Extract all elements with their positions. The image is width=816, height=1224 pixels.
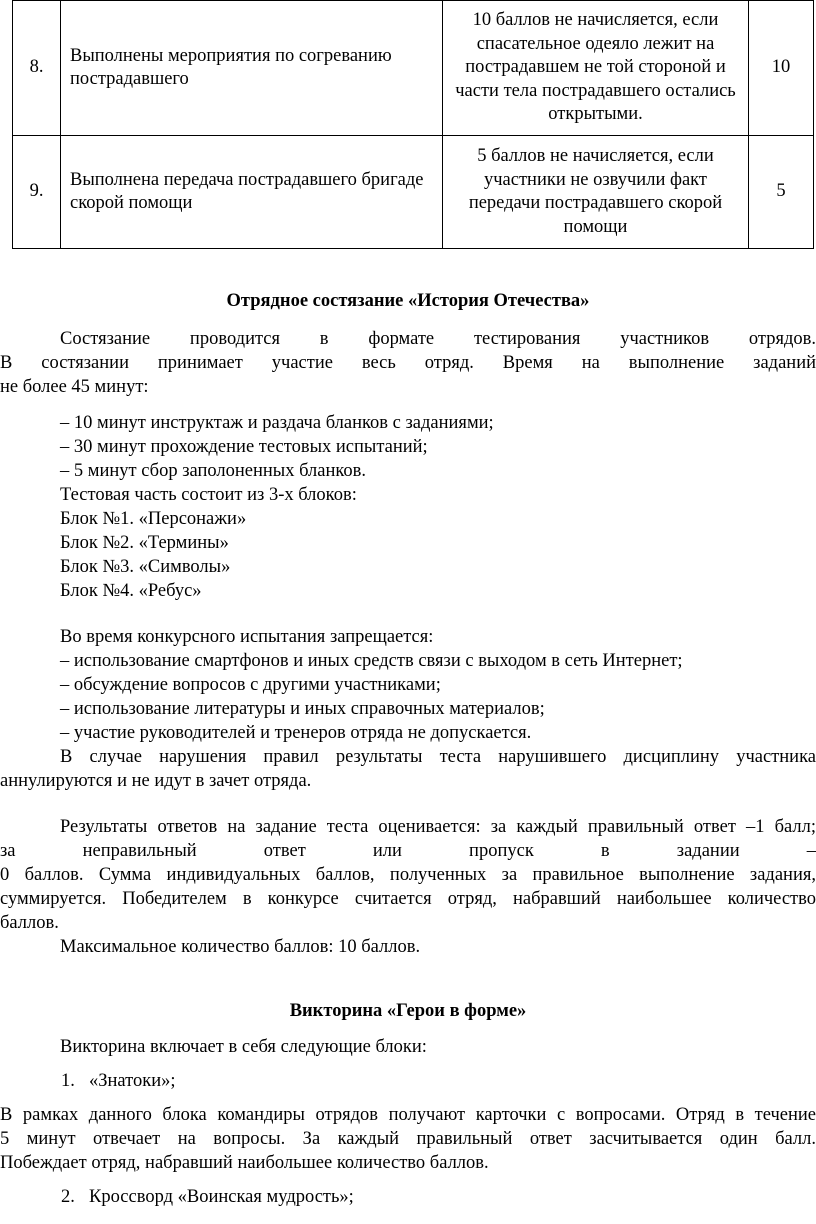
row-number: 8. — [13, 1, 61, 136]
quiz-desc-line: В рамках данного блока командиры отрядов получают карточки с вопросами. Отряд в течение — [0, 1105, 816, 1125]
row-description: Выполнены мероприятия по согреванию пострадавшего — [61, 1, 443, 136]
scoring-line: за неправильный ответ или пропуск в задании – — [0, 841, 816, 861]
quiz-item-label: Кроссворд «Воинская мудрость»; — [89, 1187, 354, 1207]
quiz-item — [61, 1070, 176, 1094]
section-title: Отрядное состязание «История Отечества» — [226, 291, 590, 311]
quiz-item — [61, 1186, 354, 1210]
violation-line: В случае нарушения правил результаты теста нарушившего дисциплину участника — [60, 747, 816, 767]
quiz-desc-line: 5 минут отвечает на вопросы. За каждый правильный ответ засчитывается один балл. — [0, 1129, 816, 1149]
table-row — [13, 136, 814, 249]
intro-line: Состязание проводится в формате тестирования участников отрядов. — [60, 329, 816, 349]
quiz-desc-line: Побеждает отряд, набравший наибольшее количество баллов. — [0, 1153, 489, 1173]
intro-line: В состязании принимает участие весь отряд. Время на выполнение заданий — [0, 353, 816, 373]
row-points: 5 — [749, 136, 814, 249]
row-description: Выполнена передача пострадавшего бригаде скорой помощи — [61, 136, 443, 249]
timing-item: – 5 минут сбор заполоненных бланков. — [60, 461, 367, 481]
prohibited-item: – обсуждение вопросов с другими участниками; — [60, 675, 441, 695]
prohibited-item: – участие руководителей и тренеров отряда не допускается. — [60, 723, 532, 743]
quiz-item-number: 1. — [61, 1071, 75, 1091]
table-row — [13, 1, 814, 136]
section-title: Викторина «Герои в форме» — [289, 1001, 527, 1021]
criteria-table — [12, 0, 814, 249]
prohibited-item: – использование литературы и иных справочных материалов; — [60, 699, 545, 719]
quiz-intro: Викторина включает в себя следующие блоки: — [60, 1037, 427, 1057]
max-points: Максимальное количество баллов: 10 баллов. — [60, 937, 421, 957]
quiz-item-number: 2. — [61, 1187, 75, 1207]
blocks-intro: Тестовая часть состоит из 3-х блоков: — [60, 485, 357, 505]
scoring-line: 0 баллов. Сумма индивидуальных баллов, полученных за правильное выполнение задания, — [0, 865, 816, 885]
block-item: Блок №2. «Термины» — [60, 533, 229, 553]
block-item: Блок №1. «Персонажи» — [60, 509, 247, 529]
scoring-line: баллов. — [0, 913, 59, 933]
violation-line: аннулируются и не идут в зачет отряда. — [0, 771, 312, 791]
block-item: Блок №4. «Ребус» — [60, 581, 202, 601]
quiz-item-label: «Знатоки»; — [89, 1071, 176, 1091]
row-points: 10 — [749, 1, 814, 136]
timing-item: – 10 минут инструктаж и раздача бланков с заданиями; — [60, 413, 494, 433]
intro-line: не более 45 минут: — [0, 377, 149, 397]
timing-item: – 30 минут прохождение тестовых испытаний; — [60, 437, 428, 457]
scoring-line: суммируется. Победителем в конкурсе считается отряд, набравший наибольшее количество — [0, 889, 816, 909]
row-number: 9. — [13, 136, 61, 249]
block-item: Блок №3. «Символы» — [60, 557, 231, 577]
row-note: 10 баллов не начисляется, если спасательное одеяло лежит на пострадавшем не той стороной и части тела пострадавшего остались открытыми. — [443, 1, 749, 136]
row-note: 5 баллов не начисляется, если участники не озвучили факт передачи пострадавшего скорой помощи — [443, 136, 749, 249]
scoring-line: Результаты ответов на задание теста оценивается: за каждый правильный ответ –1 балл; — [60, 817, 816, 837]
prohibited-intro: Во время конкурсного испытания запрещается: — [60, 627, 434, 647]
prohibited-item: – использование смартфонов и иных средств связи с выходом в сеть Интернет; — [60, 651, 683, 671]
